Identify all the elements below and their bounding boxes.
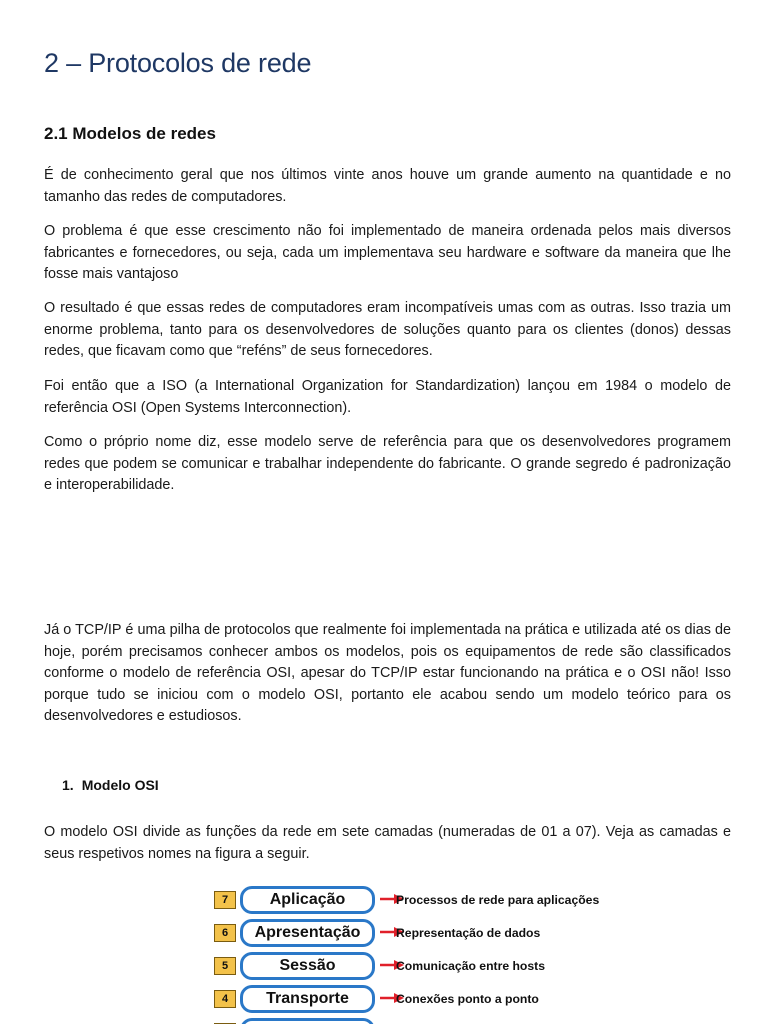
list-number: 1. xyxy=(62,777,74,793)
osi-layer-row xyxy=(212,886,632,914)
paragraph: Como o próprio nome diz, esse modelo serve de referência para que os desenvolvedores programem redes que podem se comunicar e trabalhar independente do fabricante. O grande segredo é padronização e interoperabilidade. xyxy=(44,434,731,494)
osi-model-figure xyxy=(212,884,632,1024)
osi-layer-number: 5 xyxy=(214,957,236,975)
paragraph: O problema é que esse crescimento não foi implementado de maneira ordenada pelos mais diversos fabricantes e fornecedores, ou seja, cada um implementava seu hardware e software da maneira que lhe fosse mais vantajoso xyxy=(44,223,731,283)
osi-layer-box-partial xyxy=(240,1018,375,1024)
section-heading: 2.1 Modelos de redes xyxy=(44,124,216,143)
osi-layer-number: 4 xyxy=(214,990,236,1008)
osi-layer-name: Transporte xyxy=(240,985,375,1013)
paragraph: Foi então que a ISO (a International Organization for Standardization) lançou em 1984 o modelo de referência OSI (Open Systems Interconnection). xyxy=(44,378,731,416)
paragraph: Já o TCP/IP é uma pilha de protocolos que realmente foi implementada na prática e utilizada até os dias de hoje, porém precisamos conhecer ambos os modelos, pois os equipamentos de rede são classificados conforme o modelo de referência OSI, apesar do TCP/IP estar funcionando na prática e o OSI não! Isso porque tudo se iniciou com o modelo OSI, portanto ele acabou sendo um modelo teórico para os desenvolvedores e estudiosos. xyxy=(44,622,731,725)
osi-layer-name: Apresentação xyxy=(240,919,375,947)
page-title: 2 – Protocolos de rede xyxy=(44,48,312,78)
paragraph: É de conhecimento geral que nos últimos vinte anos houve um grande aumento na quantidade e no tamanho das redes de computadores. xyxy=(44,167,731,205)
osi-layer-description: Comunicação entre hosts xyxy=(396,959,545,973)
osi-layer-description: Processos de rede para aplicações xyxy=(396,893,600,907)
list-heading-osi xyxy=(62,777,159,793)
osi-layer-name: Sessão xyxy=(240,952,375,980)
paragraph: O resultado é que essas redes de computadores eram incompatíveis umas com as outras. Isso trazia um enorme problema, tanto para os desenvolvedores de soluções quanto para os clientes (donos) dessas redes, que ficavam como que “reféns” de seus fornecedores. xyxy=(44,300,731,360)
osi-layer-number: 7 xyxy=(214,891,236,909)
osi-layer-row-partial xyxy=(212,1018,632,1024)
osi-layer-row xyxy=(212,919,632,947)
paragraph: O modelo OSI divide as funções da rede em sete camadas (numeradas de 01 a 07). Veja as camadas e seus respetivos nomes na figura a seguir. xyxy=(44,824,731,862)
osi-layer-description: Conexões ponto a ponto xyxy=(396,992,539,1006)
osi-layer-row xyxy=(212,952,632,980)
osi-layer-name: Aplicação xyxy=(240,886,375,914)
osi-layer-description: Representação de dados xyxy=(396,926,541,940)
list-label: Modelo OSI xyxy=(81,777,159,793)
osi-layer-number: 6 xyxy=(214,924,236,942)
osi-layer-row xyxy=(212,985,632,1013)
